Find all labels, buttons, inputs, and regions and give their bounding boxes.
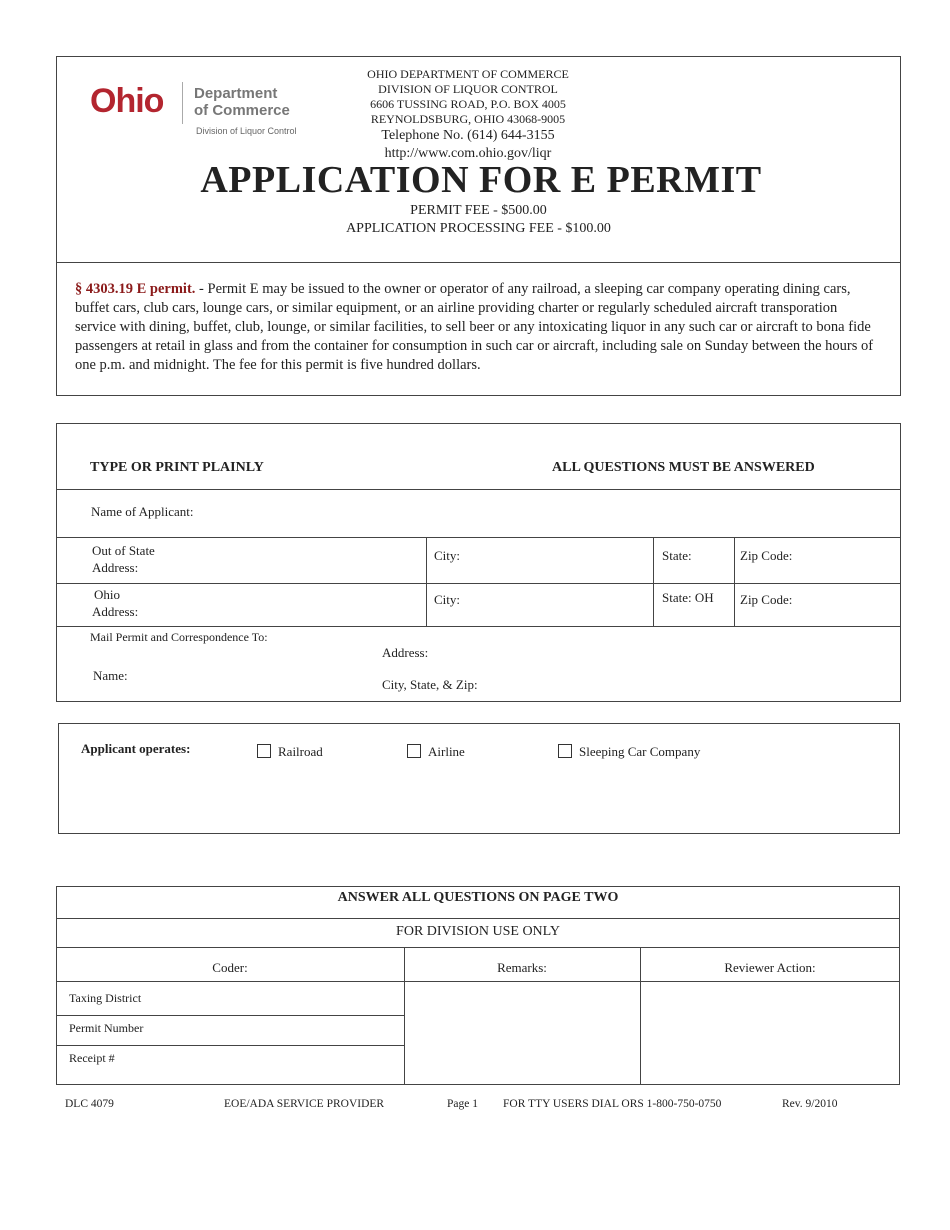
railroad-checkbox[interactable] [257, 744, 271, 758]
coder-header: Coder: [212, 960, 248, 975]
mail-address-field[interactable] [440, 638, 895, 660]
logo-department-line1: Department [194, 85, 278, 102]
tty-info: FOR TTY USERS DIAL ORS 1-800-750-0750 [503, 1098, 722, 1110]
ohio-city-field[interactable] [470, 585, 650, 625]
revision-date: Rev. 9/2010 [782, 1098, 838, 1110]
ohio-address-field[interactable] [160, 585, 424, 625]
ohio-label-line2: Address: [92, 604, 139, 619]
out-of-state-label-line1: Out of State [92, 543, 155, 558]
row-divider [56, 537, 901, 538]
statute-heading: § 4303.19 E permit. [75, 281, 196, 297]
form-number: DLC 4079 [65, 1098, 114, 1110]
row-divider [56, 626, 901, 627]
column-divider [426, 537, 427, 626]
airline-option[interactable] [406, 742, 526, 762]
ohio-state-label: State: OH [662, 590, 714, 605]
out-of-state-zip-label: Zip Code: [740, 548, 793, 563]
ohio-commerce-logo [90, 80, 305, 140]
column-divider [734, 537, 735, 626]
taxing-district-label: Taxing District [69, 991, 142, 1005]
logo-separator [182, 82, 183, 124]
answer-page-two-note: ANSWER ALL QUESTIONS ON PAGE TWO [337, 890, 619, 905]
out-of-state-city-label: City: [434, 548, 461, 563]
out-of-state-city-field[interactable] [470, 539, 650, 581]
ohio-address-label [92, 586, 138, 620]
row-divider [56, 918, 900, 919]
row-divider [56, 489, 901, 490]
logo-department-line2: of Commerce [194, 102, 290, 119]
logo-brand: Ohio [90, 82, 164, 120]
sleeping-car-option[interactable] [557, 742, 757, 762]
permit-number-label: Permit Number [69, 1021, 144, 1035]
agency-address [318, 67, 618, 163]
statute-body: - Permit E may be issued to the owner or operator of any railroad, a sleeping car company operating dining cars, buffet cars, club cars, lounge cars, or similar equipment, or an airline providing charter or regularly scheduled aircraft transporation service with dining, buffet, club, lounge, or similar facilities, to sell beer or any intoxicating liquor in any such car or aircraft to bona fide passengers at retail in glass and from the container for consumption in such car or aircraft, including sale on Sunday between the hours of one p.m. and midnight. The fee for this permit is five hundred dollars. [75, 281, 874, 373]
mail-city-state-zip-label: City, State, & Zip: [382, 677, 478, 692]
page-title: APPLICATION FOR E PERMIT [200, 159, 762, 201]
instruction-left: TYPE OR PRINT PLAINLY [90, 460, 264, 475]
applicant-name-field[interactable] [210, 491, 898, 535]
mail-city-state-zip-field[interactable] [492, 670, 895, 694]
ohio-zip-field[interactable] [802, 585, 898, 625]
page-number: Page 1 [447, 1098, 478, 1110]
ohio-zip-label: Zip Code: [740, 592, 793, 607]
row-divider [56, 1045, 404, 1046]
row-divider [56, 981, 900, 982]
mail-name-label: Name: [93, 668, 128, 683]
out-of-state-state-field[interactable] [700, 539, 732, 581]
out-of-state-address-field[interactable] [160, 539, 424, 581]
out-of-state-state-label: State: [662, 548, 692, 563]
railroad-option[interactable] [256, 742, 376, 762]
column-divider [653, 537, 654, 626]
airline-label: Airline [428, 744, 465, 759]
row-divider [56, 1015, 404, 1016]
applicant-operates-section [58, 723, 900, 834]
telephone: Telephone No. (614) 644-3155 [381, 128, 555, 143]
permit-fee: PERMIT FEE - $500.00 [410, 203, 547, 218]
header-divider [56, 262, 901, 263]
out-of-state-label [92, 542, 155, 576]
eoe-statement: EOE/ADA SERVICE PROVIDER [224, 1098, 385, 1110]
address-line: DIVISION OF LIQUOR CONTROL [378, 82, 558, 96]
applicant-name-label: Name of Applicant: [91, 504, 194, 519]
mail-correspondence-label: Mail Permit and Correspondence To: [90, 630, 268, 644]
logo-division: Division of Liquor Control [196, 126, 297, 136]
website: http://www.com.ohio.gov/liqr [384, 146, 552, 161]
processing-fee: APPLICATION PROCESSING FEE - $100.00 [346, 221, 611, 236]
division-use-table [56, 886, 900, 1085]
mail-address-label: Address: [382, 645, 429, 660]
out-of-state-zip-field[interactable] [802, 539, 898, 581]
address-line: OHIO DEPARTMENT OF COMMERCE [367, 67, 569, 81]
railroad-label: Railroad [278, 744, 323, 759]
row-divider [56, 583, 901, 584]
address-line: REYNOLDSBURG, OHIO 43068-9005 [370, 112, 566, 126]
division-use-heading: FOR DIVISION USE ONLY [396, 924, 560, 939]
address-line: 6606 TUSSING ROAD, P.O. BOX 4005 [370, 97, 566, 111]
mail-name-field[interactable] [140, 662, 370, 692]
ohio-label-line1: Ohio [94, 587, 120, 602]
sleeping-car-checkbox[interactable] [558, 744, 572, 758]
reviewer-action-header: Reviewer Action: [724, 960, 816, 975]
airline-checkbox[interactable] [407, 744, 421, 758]
out-of-state-label-line2: Address: [92, 560, 139, 575]
remarks-header: Remarks: [497, 960, 547, 975]
sleeping-car-label: Sleeping Car Company [579, 744, 701, 759]
receipt-number-label: Receipt # [69, 1051, 115, 1065]
instruction-right: ALL QUESTIONS MUST BE ANSWERED [552, 460, 815, 475]
ohio-city-label: City: [434, 592, 461, 607]
applicant-operates-label: Applicant operates: [81, 741, 191, 756]
row-divider [56, 947, 900, 948]
statute-text [75, 280, 880, 375]
